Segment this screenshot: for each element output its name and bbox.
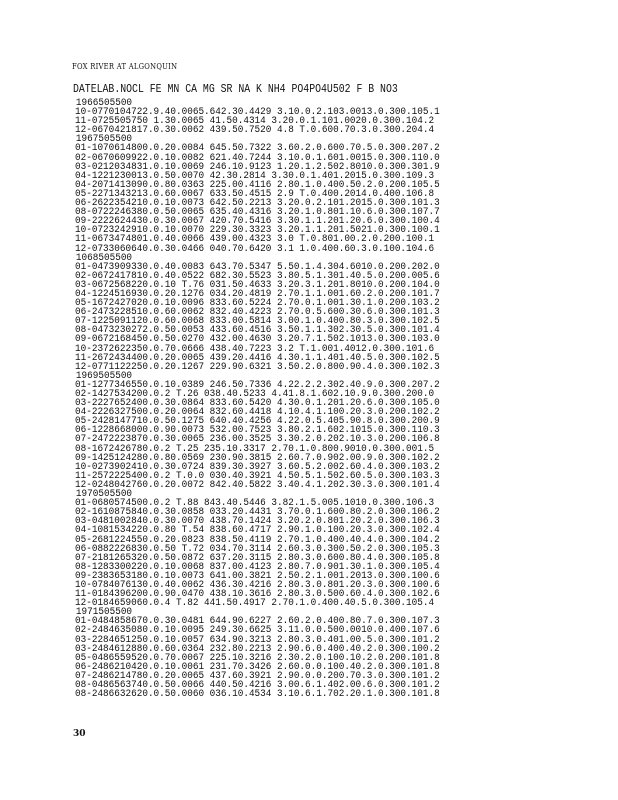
table-row: 06-1228668000.0.90.0073 532.00.7523 3.80.2.1.602.1015.0.300.110.3	[75, 425, 440, 437]
table-row: 06-0882226830.0.50 T.72 034.70.3114 2.60.3.0.300.50.2.0.300.105.3	[75, 543, 440, 555]
table-row: 09-1425124280.0.80.0569 230.90.3815 2.60.7.0.902.00.9.0.300.102.2	[75, 452, 440, 464]
table-row: 03-0481002840.0.30.0070 438.70.1424 3.20.2.0.801.20.2.0.300.106.3	[75, 516, 440, 528]
table-row: 06-2473228510.0.60.0062 832.40.4223 2.70.0.5.600.30.6.0.300.101.3	[75, 307, 440, 319]
table-row: 01-0484858670.0.30.0481 644.90.6227 2.60.2.0.400.80.7.0.300.107.3	[75, 616, 440, 628]
table-row: 08-2486632620.0.50.0060 036.10.4534 3.10.6.1.702.20.1.0.300.101.8	[75, 689, 440, 701]
table-row: 09-0672168450.0.50.0270 432.00.4630 3.20.7.1.502.1013.0.300.103.0	[75, 334, 440, 346]
table-row: 04-2226327500.0.20.0064 832.60.4418 4.10.4.1.100.20.3.0.200.102.2	[75, 407, 440, 419]
table-row: 03-2227652400.0.30.0864 833.60.5420 4.30.0.1.201.20.6.0.300.105.0	[75, 398, 440, 410]
table-row: 08-0486563740.0.50.0066 440.50.4216 3.00.6.1.402.00.6.0.300.101.2	[75, 680, 440, 691]
table-row: 04-1221230013.0.50.0070 42.30.2814 3.30.0.1.401.2015.0.300.109.3	[75, 170, 435, 182]
table-row: 03-0212034831.0.10.0069 246.10.9123 1.20.1.2.502.8010.0.300.301.9	[75, 161, 440, 173]
table-row: 08-1283300220.0.10.0068 837.00.4123 2.80.7.0.901.30.1.0.300.105.4	[75, 561, 440, 573]
table-row: 01-0680574500.0.2 T.88 843.40.5446 3.82.1.5.005.1010.0.300.106.3	[75, 498, 435, 510]
table-row: 01-1277346550.0.10.0389 246.50.7336 4.22.2.2.302.40.9.0.300.207.2	[75, 379, 440, 391]
table-row: 02-1610875840.0.30.0858 033.20.4431 3.70.0.1.600.80.2.0.300.106.2	[75, 507, 440, 519]
table-row: 07-2472223870.0.30.0065 236.00.3525 3.30.2.0.202.10.3.0.200.106.8	[75, 434, 440, 446]
table-row: 11-2672434400.0.20.0065 439.20.4416 4.30.1.1.401.40.5.0.300.102.5	[75, 352, 440, 364]
table-row: 03-0672568220.0.10 T.76 031.50.4633 3.20.3.1.201.8010.0.200.104.0	[75, 279, 440, 291]
table-row: 02-0672417810.0.40.0522 682.30.5523 3.80.5.1.301.40.5.0.200.005.6	[75, 270, 440, 282]
data-table	[75, 99, 575, 699]
table-row: 01-0473909330.0.40.0083 643.70.5347 5.50.1.4.304.6010.0.200.202.0	[75, 261, 440, 273]
table-row: 04-1224516930.0.20.1276 034.20.4819 2.70.1.1.001.60.2.0.200.101.7	[75, 288, 440, 300]
table-row: 08-1672426780.0.2 T.25 235.10.3317 2.70.1.0.800.9010.0.300.001.5	[75, 443, 435, 455]
column-header-row: DATELAB.NOCL FE MN CA MG SR NA K NH4 PO4PO4U502 F B NO3	[73, 82, 398, 96]
table-row: 12-0248042760.0.20.0072 842.40.5822 3.40.4.1.202.30.3.0.300.101.4	[75, 479, 440, 491]
table-row: 04-1081534220.0.80 T.54 838.60.4717 2.90.1.0.100.20.3.0.300.102.4	[75, 525, 440, 537]
table-row: 03-2484612880.0.60.0364 232.80.2213 2.90.6.0.400.40.2.0.300.100.2	[75, 643, 440, 655]
table-row: 10-2372622350.0.70.0666 438.40.7223 3.2 T.1.001.4012.0.300.101.6	[75, 343, 435, 355]
table-row: 03-2284651250.0.10.0057 634.90.3213 2.80.3.0.401.00.5.0.300.101.2	[75, 634, 440, 646]
page-number: 30	[73, 729, 86, 739]
year-heading: 1967505500	[75, 134, 133, 146]
table-row: 11-0184396200.0.90.0470 438.10.3616 2.80.3.0.500.60.4.0.300.102.6	[75, 589, 440, 601]
document-title: FOX RIVER AT ALGONQUIN	[72, 62, 178, 71]
table-row: 10-0770104722.9.40.0065.642.30.4429 3.10.0.2.103.0013.0.300.105.1	[75, 107, 440, 119]
table-row: 07-2181265320.0.50.0872 637.20.3115 2.80.3.0.600.80.4.0.300.105.8	[75, 552, 440, 564]
table-row: 06-2486210420.0.10.0061 231.70.3426 2.60.0.0.100.40.2.0.300.101.8	[75, 661, 440, 673]
table-row: 05-2428147710.0.50.1275 640.40.4256 4.22.0.5.405.90.8.0.300.200.9	[75, 416, 440, 428]
table-row: 10-0273902410.0.30.0724 839.30.3927 3.60.5.2.002.60.4.0.300.103.2	[75, 461, 440, 473]
table-row: 04-2071413090.0.80.0363 225.00.4116 2.80.1.0.400.50.2.0.200.105.5	[75, 179, 440, 191]
table-row: 05-0486559520.0.70.0067 225.10.3216 2.30.2.0.100.10.2.0.200.101.8	[75, 652, 440, 664]
year-heading: 1969505500	[75, 370, 133, 382]
table-row: 02-2484635080.0.10.0095 249.30.6625 3.11.0.0.500.0010.0.400.107.6	[75, 625, 440, 637]
table-row: 11-0673474801.0.40.0066 439.00.4323 3.0 T.0.801.00.2.0.200.100.1	[75, 234, 435, 246]
table-row: 09-2383653180.0.10.0073 641.00.3821 2.50.2.1.001.2013.0.300.100.6	[75, 570, 440, 582]
table-row: 12-0771122250.0.20.1267 229.90.6321 3.50.2.0.800.90.4.0.300.102.3	[75, 361, 440, 373]
table-row: 12-0733060640.0.30.0466 040.70.6420 3.1 1.0.400.60.3.0.100.104.6	[75, 243, 435, 255]
year-heading: 1068505500	[75, 252, 133, 264]
table-row: 07-2486214780.0.20.0065 437.60.3921 2.90.0.0.200.70.3.0.300.101.2	[75, 670, 440, 682]
table-row: 06-2622354210.0.10.0073 642.50.2213 3.20.0.2.101.2015.0.300.101.3	[75, 198, 440, 210]
table-row: 10-0723242910.0.10.0070 229.30.3323 3.20.1.1.201.5021.0.300.100.1	[75, 225, 440, 237]
table-row: 08-0722246380.0.50.0065 635.40.4316 3.20.1.0.801.10.6.0.300.107.7	[75, 207, 440, 219]
table-row: 11-0725505750 1.30.0065 41.50.4314 3.20.0.1.101.0020.0.300.104.2	[75, 116, 435, 128]
table-row: 08-0473230272.0.50.0053 433.60.4516 3.50.1.1.302.30.5.0.300.101.4	[75, 325, 440, 337]
table-row: 02-0670609922.0.10.0082 621.40.7244 3.10.0.1.601.0015.0.300.110.0	[75, 152, 440, 164]
year-heading: 1970505500	[75, 489, 133, 501]
table-row: 05-2681224550.0.20.0823 838.50.4119 2.70.1.0.400.40.4.0.300.104.2	[75, 534, 440, 546]
table-row: 05-2271343213.0.60.0067 633.50.4515 2.9 T.0.400.2014.0.400.106.8	[75, 188, 435, 200]
year-heading: 1966505500	[75, 98, 133, 109]
table-row: 11-2572225400.0.2 T.0.0 030.40.3921 4.50.5.1.502.60.5.0.300.103.3	[75, 470, 440, 482]
table-row: 10-0784076130.0.40.0062 436.30.4216 2.80.3.0.801.20.3.0.300.100.6	[75, 579, 440, 591]
table-row: 12-0670421817.0.30.0062 439.50.7520 4.8 T.0.600.70.3.0.300.204.4	[75, 125, 435, 137]
year-heading: 1971505500	[75, 607, 133, 619]
table-row: 07-1225091120.0.60.0068 833.00.5814 3.00.1.0.400.80.3.0.300.102.5	[75, 316, 440, 328]
table-row: 05-1672427020.0.10.0096 833.60.5224 2.70.0.1.001.30.1.0.200.103.2	[75, 298, 440, 310]
table-row: 01-1070614800.0.20.0084 645.50.7322 3.60.2.0.600.70.5.0.300.207.2	[75, 143, 440, 155]
table-row: 02-1427534200.0.2 T.26 038.40.5233 4.41.8.1.602.10.9.0.300.200.0	[75, 389, 435, 400]
table-row: 12-0184659060.0.4 T.82 441.50.4917 2.70.1.0.400.40.5.0.300.105.4	[75, 598, 435, 610]
table-row: 09-2222624430.0.30.0067 420.70.5416 3.30.1.1.201.20.6.0.300.100.4	[75, 216, 440, 228]
